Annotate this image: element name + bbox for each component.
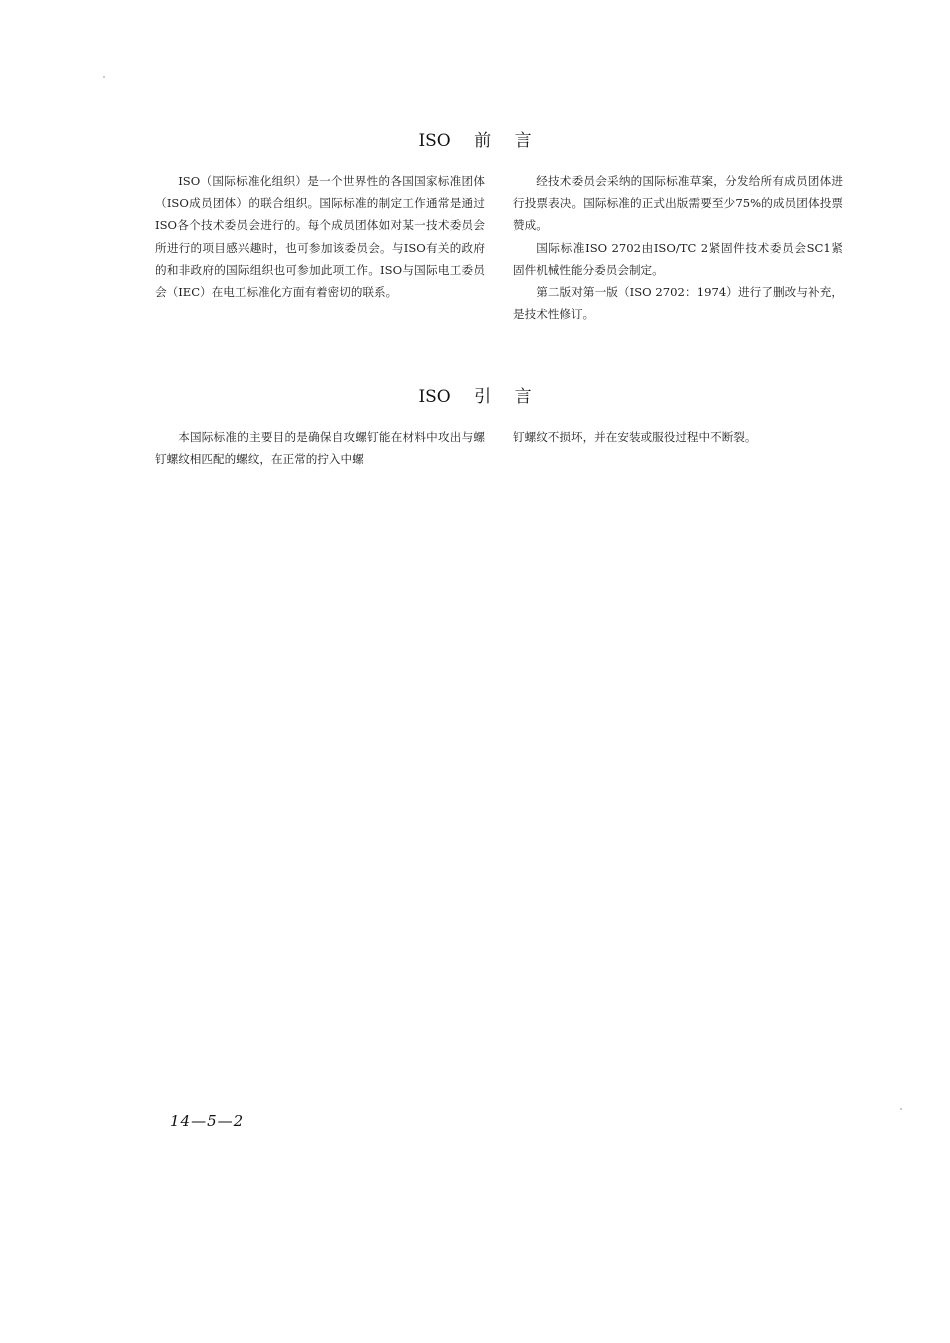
introduction-title xyxy=(0,382,950,407)
foreword-right-column xyxy=(513,170,843,325)
foreword-title xyxy=(0,126,950,151)
introduction-title-char-2: 言 xyxy=(514,387,532,407)
introduction-right-column xyxy=(513,426,843,448)
introduction-paragraph: 本国际标准的主要目的是确保自攻螺钉能在材料中攻出与螺钉螺纹相匹配的螺纹，在正常的拧入中螺 xyxy=(155,430,485,467)
introduction-left-column xyxy=(155,426,485,470)
foreword-paragraph-4: 第二版对第一版（ISO 2702：1974）进行了删改与补充，是技术性修订。 xyxy=(513,285,843,322)
foreword-paragraph-3: 国际标准ISO 2702由ISO/TC 2紧固件技术委员会SC1紧固件机械性能分委员会制定。 xyxy=(513,240,843,277)
foreword-title-char-1: 前 xyxy=(474,131,492,151)
page-number: 14—5—2 xyxy=(170,1112,245,1130)
introduction-title-iso: ISO xyxy=(418,387,451,407)
introduction-title-char-1: 引 xyxy=(474,387,492,407)
foreword-title-iso: ISO xyxy=(418,131,451,151)
foreword-paragraph-1: ISO（国际标准化组织）是一个世界性的各国国家标准团体（ISO成员团体）的联合组织。国际标准的制定工作通常是通过ISO各个技术委员会进行的。每个成员团体如对某一技术委员会所进行的项目感兴趣时，也可参加该委员会。与ISO有关的政府的和非政府的国际组织也可参加此项工作。ISO与国际电工委员会（IEC）在电工标准化方面有着密切的联系。 xyxy=(155,174,485,300)
foreword-paragraph-2: 经技术委员会采纳的国际标准草案，分发给所有成员团体进行投票表决。国际标准的正式出版需要至少75%的成员团体投票赞成。 xyxy=(513,174,843,233)
scan-speck xyxy=(900,1108,902,1110)
foreword-title-char-2: 言 xyxy=(514,131,532,151)
scan-speck xyxy=(103,76,105,78)
introduction-paragraph-continuation: 钉螺纹不损坏，并在安装或服役过程中不断裂。 xyxy=(513,430,757,444)
foreword-left-column xyxy=(155,170,485,303)
